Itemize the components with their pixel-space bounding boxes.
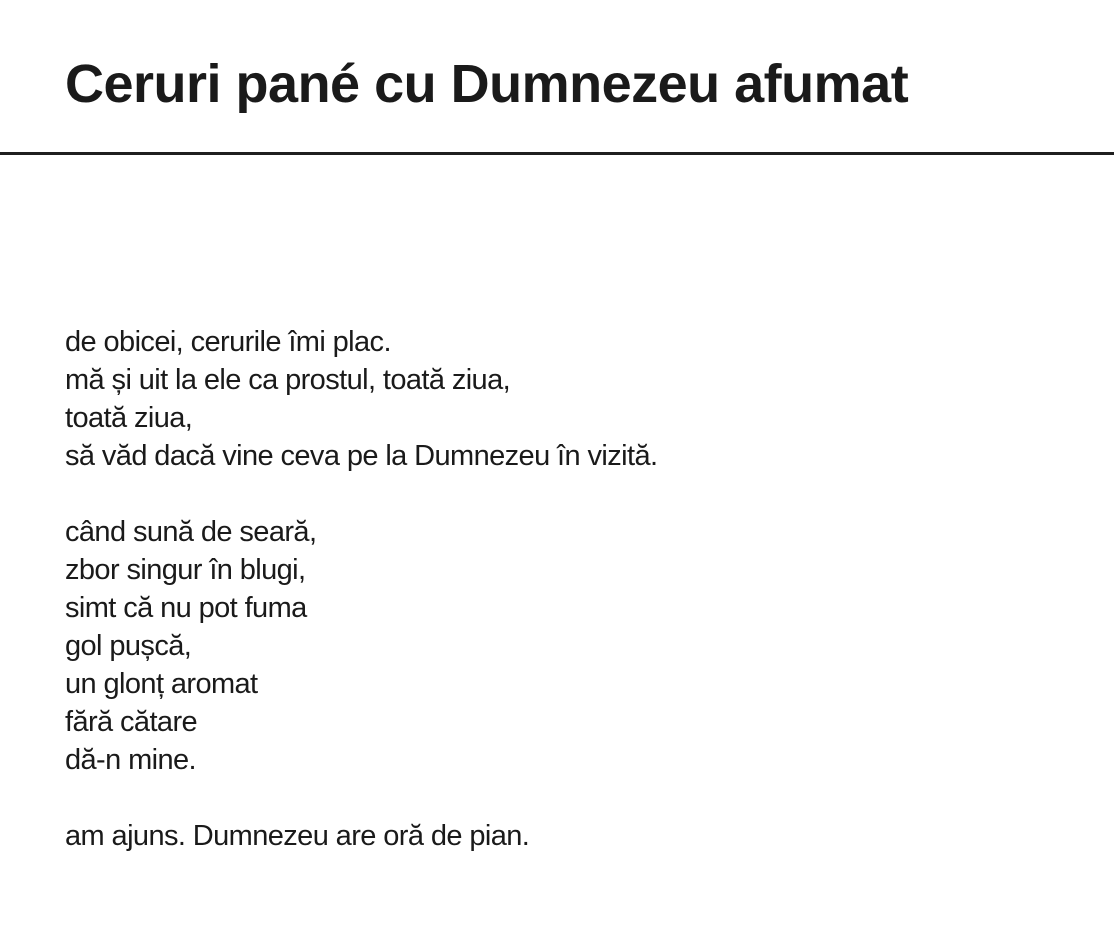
stanza-3: [65, 817, 1065, 855]
verse-line: un glonț aromat: [65, 668, 258, 700]
verse-line: toată ziua,: [65, 402, 193, 434]
verse-line: simt că nu pot fuma: [65, 592, 307, 624]
verse-line: am ajuns. Dumnezeu are oră de pian.: [65, 820, 530, 852]
stanza-1: [65, 323, 1065, 475]
page-header: [0, 0, 1114, 155]
verse-line: dă-n mine.: [65, 744, 197, 776]
verse-line: mă și uit la ele ca prostul, toată ziua,: [65, 364, 511, 396]
verse-line: gol pușcă,: [65, 630, 192, 662]
verse-line: când sună de seară,: [65, 516, 317, 548]
verse-line: de obicei, cerurile îmi plac.: [65, 326, 391, 358]
poem-body: [65, 323, 1065, 893]
verse-line: fără cătare: [65, 706, 198, 738]
stanza-2: [65, 513, 1065, 779]
page-title: Ceruri pané cu Dumnezeu afumat: [65, 54, 909, 114]
verse-line: să văd dacă vine ceva pe la Dumnezeu în vizită.: [65, 440, 658, 472]
verse-line: zbor singur în blugi,: [65, 554, 306, 586]
